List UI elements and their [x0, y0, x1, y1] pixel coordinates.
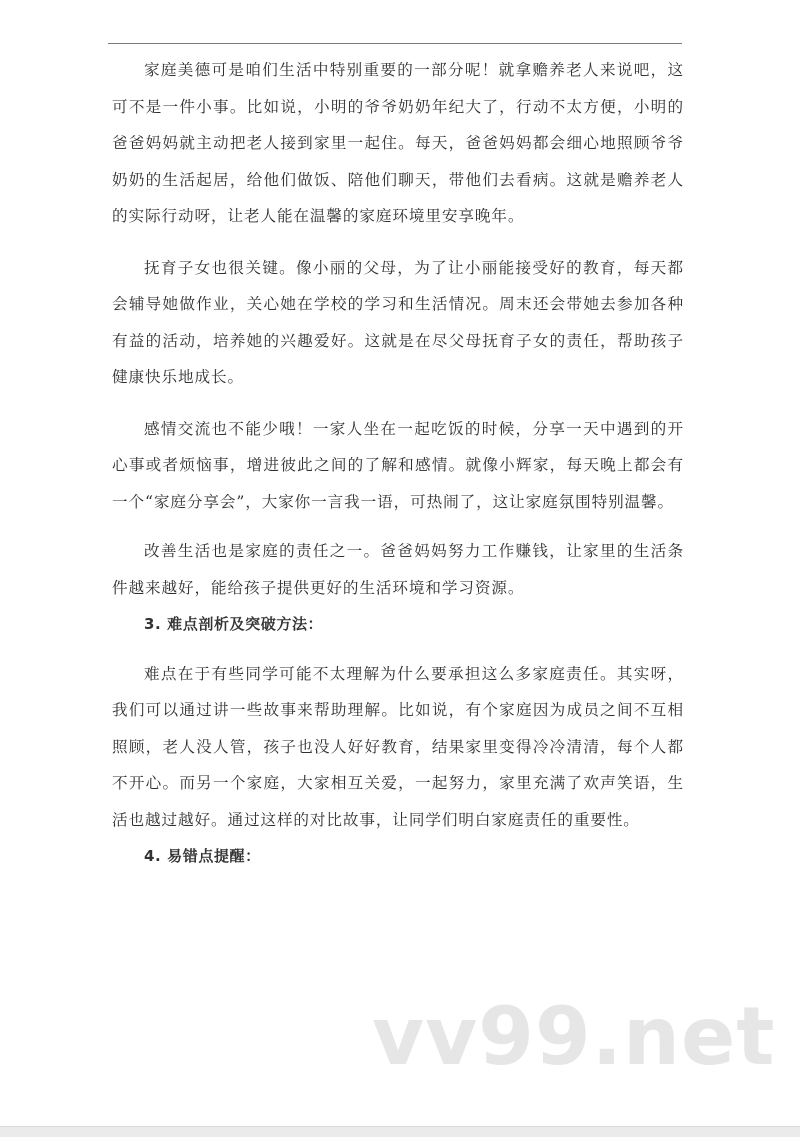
paragraph-difficulty-analysis: 难点在于有些同学可能不太理解为什么要承担这么多家庭责任。其实呀，我们可以通过讲一些故事来帮助理解。比如说，有个家庭因为成员之间不互相照顾，老人没人管，孩子也没人好好教育，结果家里变得冷冷清清，每个人都不开心。而另一个家庭，大家相互关爱，一起努力，家里充满了欢声笑语，生活也越过越好。通过这样的对比故事，让同学们明白家庭责任的重要性。: [112, 664, 684, 829]
section-4-heading: 4. 易错点提醒：: [144, 847, 261, 865]
page-bottom-edge: [0, 1126, 800, 1137]
watermark-text: vv99.net: [372, 990, 776, 1083]
paragraph-emotional-communication: 感情交流也不能少哦！一家人坐在一起吃饭的时候，分享一天中遇到的开心事或者烦恼事，增进彼此之间的了解和感情。就像小辉家，每天晚上都会有一个“家庭分享会”，大家你一言我一语，可热闹了，这让家庭氛围特别温馨。: [112, 419, 684, 511]
header-rule: [108, 43, 682, 44]
paragraph-raising-children: 抚育子女也很关键。像小丽的父母，为了让小丽能接受好的教育，每天都会辅导她做作业，关心她在学校的学习和生活情况。周末还会带她去参加各种有益的活动，培养她的兴趣爱好。这就是在尽父母抚育子女的责任，帮助孩子健康快乐地成长。: [112, 258, 684, 386]
paragraph-improving-life: 改善生活也是家庭的责任之一。爸爸妈妈努力工作赚钱，让家里的生活条件越来越好，能给孩子提供更好的生活环境和学习资源。: [112, 542, 684, 597]
section-3-heading: 3. 难点剖析及突破方法：: [144, 615, 324, 633]
paragraph-family-virtue: 家庭美德可是咱们生活中特别重要的一部分呢！就拿赡养老人来说吧，这可不是一件小事。比如说，小明的爷爷奶奶年纪大了，行动不太方便，小明的爸爸妈妈就主动把老人接到家里一起住。每天，爸爸妈妈都会细心地照顾爷爷奶奶的生活起居，给他们做饭、陪他们聊天，带他们去看病。这就是赡养老人的实际行动呀，让老人能在温馨的家庭环境里安享晚年。: [112, 61, 684, 225]
document-body: [112, 52, 684, 875]
